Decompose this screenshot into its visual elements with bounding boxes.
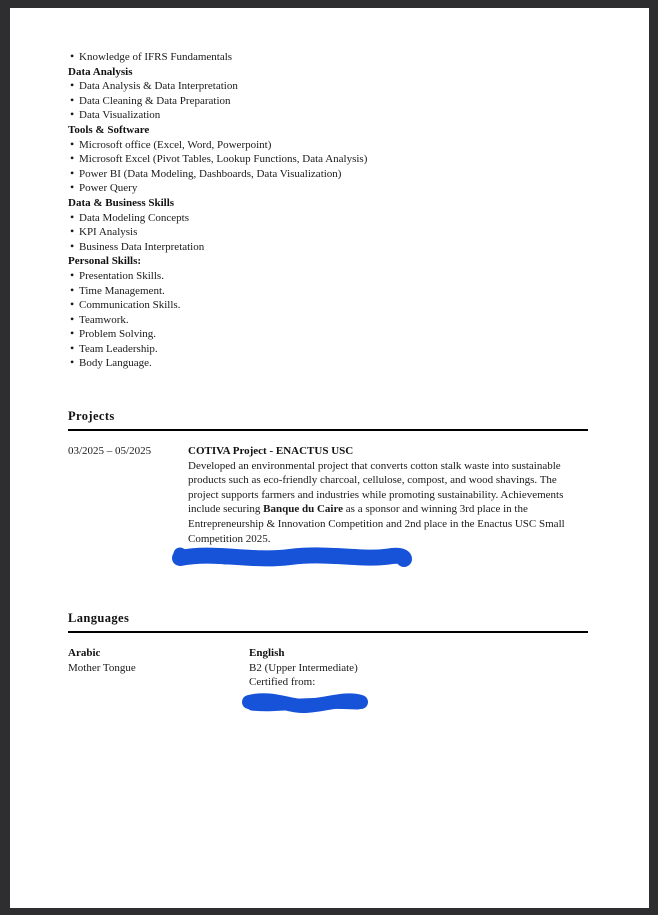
skill-item: • Microsoft Excel (Pivot Tables, Lookup Functions, Data Analysis)	[68, 152, 588, 167]
project-description-text: Developed an environmental project that converts cotton stalk waste into sustainable products such as eco-friendly charcoal, cellulose, compost, and wood shavings. The project supports farmers and industries while promoting sustainability. Achievements include securing	[188, 459, 564, 516]
redaction-scribble	[170, 545, 414, 573]
skill-item: • Team Leadership.	[68, 342, 588, 357]
skill-item: • Time Management.	[68, 284, 588, 299]
language-entry-english	[249, 646, 588, 716]
skill-group-heading: Data & Business Skills	[68, 196, 175, 209]
skill-group-heading: Data Analysis	[68, 65, 133, 78]
language-name: English	[249, 647, 285, 660]
skill-item: • Data Visualization	[68, 108, 588, 123]
project-description	[188, 459, 588, 547]
skill-item: • Microsoft office (Excel, Word, Powerpoint)	[68, 138, 588, 153]
skill-item: • Problem Solving.	[68, 327, 588, 342]
skill-item: • Data Analysis & Data Interpretation	[68, 79, 588, 94]
skill-item: • Knowledge of IFRS Fundamentals	[68, 50, 588, 65]
project-date-range: 03/2025 – 05/2025	[68, 445, 152, 458]
project-entry	[68, 444, 588, 573]
skill-item: • Presentation Skills.	[68, 269, 588, 284]
languages-section	[68, 611, 588, 716]
redaction-scribble-stroke	[180, 554, 225, 558]
language-certified-label: Certified from:	[249, 676, 316, 689]
section-rule	[68, 429, 588, 431]
projects-section	[68, 409, 588, 573]
skill-item: • KPI Analysis	[68, 225, 588, 240]
project-sponsor-name: Banque du Caire	[263, 503, 344, 516]
skill-item: • Body Language.	[68, 356, 588, 371]
skill-item: • Data Modeling Concepts	[68, 211, 588, 226]
page-content	[68, 50, 588, 716]
skill-item: • Data Cleaning & Data Preparation	[68, 94, 588, 109]
language-level: B2 (Upper Intermediate)	[249, 661, 358, 674]
language-level: Mother Tongue	[68, 661, 136, 674]
languages-section-title: Languages	[68, 611, 130, 626]
redaction-scribble-stroke	[252, 704, 358, 707]
skills-list	[68, 50, 588, 371]
section-rule	[68, 631, 588, 633]
skill-item: • Power Query	[68, 181, 588, 196]
language-name: Arabic	[68, 647, 101, 660]
projects-section-title: Projects	[68, 409, 115, 424]
project-body	[188, 444, 588, 573]
skill-item: • Teamwork.	[68, 313, 588, 328]
redaction-scribble	[238, 691, 372, 716]
skill-item: • Power BI (Data Modeling, Dashboards, Data Visualization)	[68, 167, 588, 182]
language-entry-arabic	[68, 646, 249, 716]
skill-group-heading: Tools & Software	[68, 123, 150, 136]
project-title: COTIVA Project - ENACTUS USC	[188, 445, 354, 458]
project-description-text: as a sponsor and winning 3rd place in the Entrepreneurship & Innovation Competition and 2nd place in the Enactus USC Small Competition 2025.	[188, 503, 565, 545]
skill-group-heading: Personal Skills:	[68, 255, 142, 268]
resume-page	[10, 8, 649, 908]
skill-item: • Communication Skills.	[68, 298, 588, 313]
skill-item: • Business Data Interpretation	[68, 240, 588, 255]
languages-row	[68, 646, 588, 716]
